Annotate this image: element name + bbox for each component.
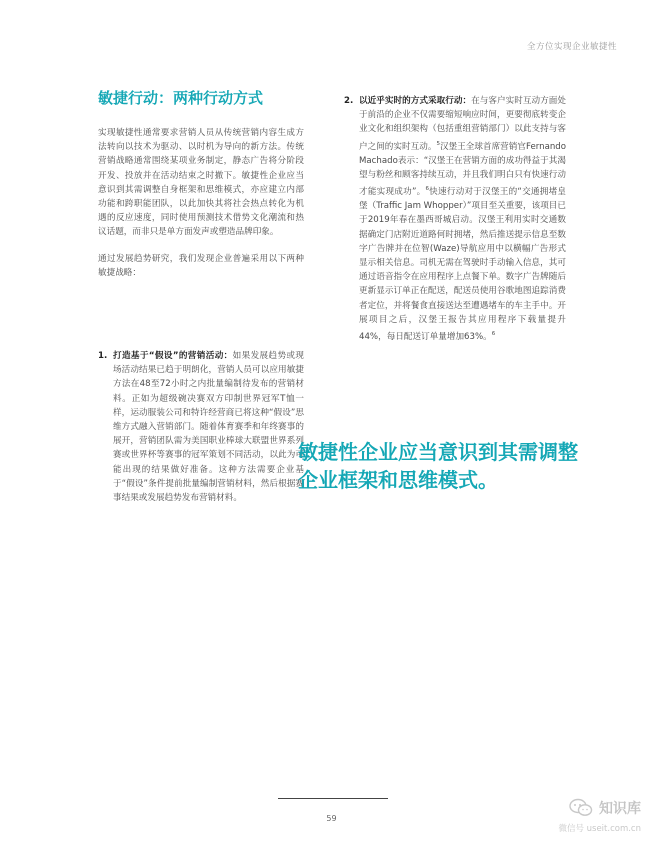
intro-paragraph: 实现敏捷性通常要求营销人员从传统营销内容生成方法转向以技术为驱动、以时机为导向的新方法。传统营销战略通常围绕某项业务制定，静态广告将分阶段开发、投放并在活动结束之时撤下。敏捷性企业应当意识到其需调整自身框架和思维模式，亦应建立内部功能和跨职能团队，以此加快其将社会热点转化为机遇的反应速度，同时使用预测技术借势文化潮流和热议话题，而非只是单方面发声或塑造品牌印象。 bbox=[98, 128, 304, 238]
list-number: 1. bbox=[98, 351, 108, 361]
page-number: 59 bbox=[326, 814, 337, 823]
pull-quote: 敏捷性企业应当意识到其需调整企业框架和思维模式。 bbox=[298, 440, 578, 492]
footnote-ref: 6 bbox=[425, 186, 429, 193]
strategy-text: 如果发展趋势或现场活动结果已趋于明朗化，营销人员可以应用敏捷方法在48至72小时之内批量编制待发布的营销材料。正如为超级碗决赛双方印制世界冠军T恤一样，运动服装公司和特许经营商已将这种“假设”思维方式融入营销部门。随着体育赛季和年终赛事的展开，营销团队需为美国职业棒球大联盟世界系列赛或世界杯等赛事的冠军策划不同活动，以此为可能出现的结果做好准备。这种方法需要企业基于“假设”条件提前批量编制营销材料，然后根据赛事结果或发展趋势发布营销材料。 bbox=[113, 351, 304, 504]
list-body bbox=[359, 94, 566, 344]
footer-divider bbox=[278, 798, 388, 799]
watermark-subtitle: 微信号 useit.com.cn bbox=[558, 824, 641, 834]
right-column bbox=[344, 94, 566, 344]
footnote-ref: 6 bbox=[491, 330, 496, 337]
strategy-label: 打造基于“假设”的营销活动： bbox=[113, 351, 233, 361]
strategy-label: 以近乎实时的方式采取行动： bbox=[359, 96, 472, 106]
watermark-title: 知识库 bbox=[599, 801, 641, 817]
strategy-item-1 bbox=[98, 349, 304, 505]
strategy-item-2 bbox=[344, 94, 566, 344]
strategy-text-b: 汉堡王全球首席营销官Fernando Machado表示：“汉堡王在营销方面的成功得益于其渴望与粉丝和顾客持续互动，并且我们明白只有快速行动才能实现成功”。 bbox=[359, 141, 566, 197]
strategy-text-a: 在与客户实时互动方面处于前沿的企业不仅需要缩短响应时间，更要彻底转变企业文化和组织架构（包括重组营销部门）以此支持与客户之间的实时互动。 bbox=[359, 96, 566, 152]
strategies-intro-paragraph: 通过发展趋势研究，我们发现企业普遍采用以下两种敏捷战略： bbox=[98, 253, 304, 278]
strategy-text-c: 快速行动对于汉堡王的“交通拥堵皇堡（Traffic Jam Whopper）”项目至关重要，该项目已于2019年春在墨西哥城启动。汉堡王利用实时交通数据确定门店附近道路何时拥堵，然后推送提示信息至数字广告牌并在位智(Waze)导航应用中以横幅广告形式显示相关信息。司机无需在驾驶时手动输入信息，其可通过语音指令在应用程序上点餐下单。数字广告牌随后更新显示订单正在配送，配送员使用谷歌地图追踪消费者定位，并将餐食直接送达至遭遇堵车的车主手中。开展项目之后，汉堡王报告其应用程序下载量提升44%，每日配送订单量增加63%。 bbox=[359, 186, 566, 342]
list-number: 2. bbox=[344, 96, 354, 106]
header-section-title: 全方位实现企业敏捷性 bbox=[526, 42, 617, 52]
section-heading: 敏捷行动：两种行动方式 bbox=[98, 89, 264, 107]
left-column bbox=[98, 88, 304, 292]
footnote-ref: 5 bbox=[436, 140, 440, 147]
wechat-icon bbox=[569, 798, 593, 818]
watermark bbox=[531, 798, 641, 842]
list-body bbox=[113, 349, 304, 505]
